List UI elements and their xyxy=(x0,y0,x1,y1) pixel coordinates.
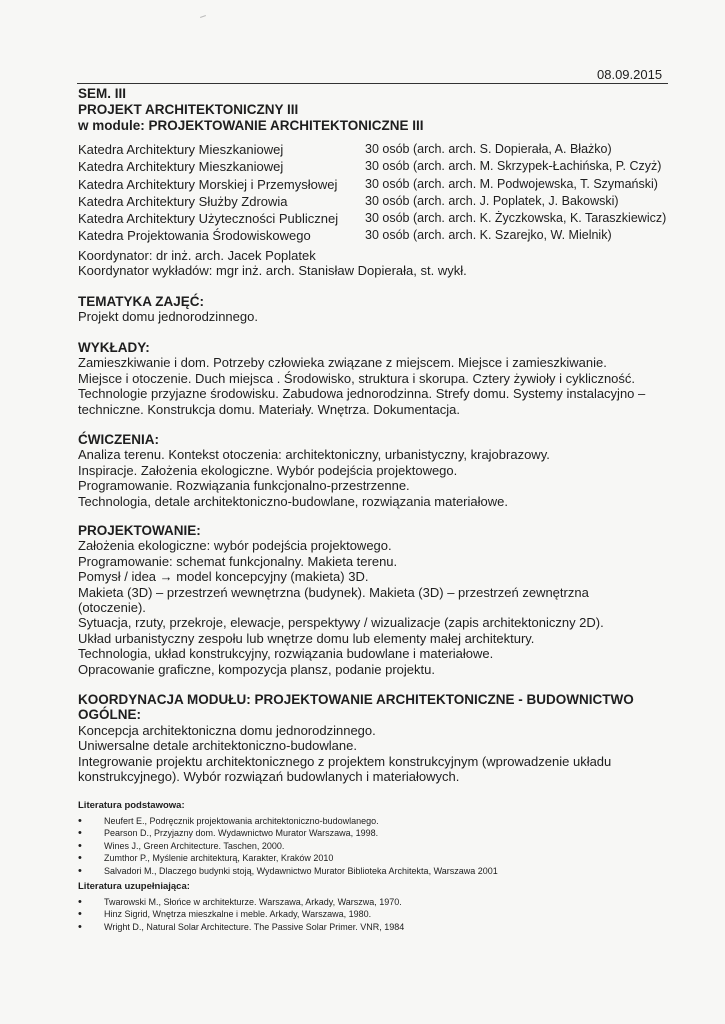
coordination-heading: KOORDYNACJA MODUŁU: PROJEKTOWANIE ARCHITEKTONICZNE - BUDOWNICTWO xyxy=(78,692,634,707)
design-line: Makieta (3D) – przestrzeń wewnętrzna (budynek). Makieta (3D) – przestrzeń zewnętrzna xyxy=(78,584,589,600)
design-line: Opracowanie graficzne, kompozycja plansz, podanie projektu. xyxy=(78,661,435,677)
basic-literature-list xyxy=(78,815,498,878)
coordinator-line: Koordynator: dr inż. arch. Jacek Poplatek xyxy=(78,248,316,263)
design-line: Programowanie: schemat funkcjonalny. Makieta terenu. xyxy=(78,553,398,569)
exercises-section xyxy=(78,432,550,509)
department-name: Katedra Architektury Mieszkaniowej xyxy=(78,159,284,175)
department-row xyxy=(78,227,666,244)
supplementary-literature-list xyxy=(78,896,404,934)
exercises-line: Programowanie. Rozwiązania funkcjonalno-przestrzenne. xyxy=(78,478,410,494)
department-row xyxy=(78,141,666,158)
literature-item: • Twarowski M., Słońce w architekturze. Warszawa, Arkady, Warszwa, 1970. xyxy=(78,896,404,909)
department-row xyxy=(78,193,666,210)
document-date: 08.09.2015 xyxy=(597,67,663,82)
coordination-line: Koncepcja architektoniczna domu jednorodzinnego. xyxy=(78,722,376,738)
department-staff: 30 osób (arch. arch. K. Życzkowska, K. Taraszkiewicz) xyxy=(365,211,667,226)
design-heading: PROJEKTOWANIE: xyxy=(78,523,201,538)
literature-item: • Hinz Sigrid, Wnętrza mieszkalne i meble. Arkady, Warszawa, 1980. xyxy=(78,908,404,921)
basic-literature xyxy=(78,800,498,877)
design-section xyxy=(78,523,604,677)
design-line: Założenia ekologiczne: wybór podejścia projektowego. xyxy=(78,538,392,554)
literature-item: • Pearson D., Przyjazny dom. Wydawnictwo Murator Warszawa, 1998. xyxy=(78,827,498,840)
course-title: PROJEKT ARCHITEKTONICZNY III xyxy=(78,102,299,117)
literature-item: • Zumthor P., Myślenie architekturą, Karakter, Kraków 2010 xyxy=(78,852,498,865)
coordinators-section xyxy=(78,248,467,279)
design-line: Sytuacja, rzuty, przekroje, elewacje, perspektywy / wizualizacje (zapis architektoniczny 2D). xyxy=(78,615,604,631)
coordination-heading-cont: OGÓLNE: xyxy=(78,707,141,723)
department-name: Katedra Projektowania Środowiskowego xyxy=(78,228,311,244)
literature-item: • Neufert E., Podręcznik projektowania architektoniczno-budowlanego. xyxy=(78,815,498,828)
exercises-line: Analiza terenu. Kontekst otoczenia: architektoniczny, urbanistyczny, krajobrazowy. xyxy=(78,447,550,463)
department-name: Katedra Architektury Służby Zdrowia xyxy=(78,193,288,209)
coordination-section xyxy=(78,692,634,784)
header-rule xyxy=(77,83,668,84)
department-row xyxy=(78,158,666,175)
literature-item: • Wines J., Green Architecture. Taschen, 2000. xyxy=(78,840,498,853)
lectures-line: Miejsce i otoczenie. Duch miejsca . Środowisko, struktura i skorupa. Cztery żywioły i cykliczność. xyxy=(78,370,636,386)
department-list xyxy=(78,141,666,245)
department-row xyxy=(78,176,666,193)
department-name: Katedra Architektury Użyteczności Publicznej xyxy=(78,211,339,227)
exercises-line: Technologia, detale architektoniczno-budowlane, rozwiązania materiałowe. xyxy=(78,493,508,509)
department-row xyxy=(78,210,666,227)
lectures-section xyxy=(78,340,645,417)
document-header xyxy=(78,86,424,134)
department-staff: 30 osób (arch. arch. M. Podwojewska, T. Szymański) xyxy=(365,176,658,191)
topics-section xyxy=(78,294,258,325)
topics-line: Projekt domu jednorodzinnego. xyxy=(78,309,258,325)
topics-heading: TEMATYKA ZAJĘĆ: xyxy=(78,294,204,309)
design-line: Układ urbanistyczny zespołu lub wnętrze domu lub elementy małej architektury. xyxy=(78,630,535,646)
literature-item: • Salvadori M., Dlaczego budynki stoją, Wydawnictwo Murator Biblioteka Architekta, Warszawa 2001 xyxy=(78,865,498,878)
lectures-line: Zamieszkiwanie i dom. Potrzeby człowieka związane z miejscem. Miejsce i zamieszkiwanie. xyxy=(78,355,607,371)
literature-item: • Wright D., Natural Solar Architecture. The Passive Solar Primer. VNR, 1984 xyxy=(78,921,404,934)
department-name: Katedra Architektury Mieszkaniowej xyxy=(78,142,284,157)
lecture-coordinator-line: Koordynator wykładów: mgr inż. arch. Stanisław Dopierała, st. wykł. xyxy=(78,263,467,279)
supplementary-literature xyxy=(78,881,404,933)
design-line: (otoczenie). xyxy=(78,600,146,616)
module-title: w module: PROJEKTOWANIE ARCHITEKTONICZNE III xyxy=(78,118,424,133)
scan-mark xyxy=(200,15,206,18)
design-line: Pomysł / idea → model koncepcyjny (makieta) 3D. xyxy=(78,569,369,585)
design-line: Technologia, układ konstrukcyjny, rozwiązania budowlane i materiałowe. xyxy=(78,646,494,662)
coordination-line: konstrukcyjnego). Wybór rozwiązań budowlanych i materiałowych. xyxy=(78,769,460,785)
department-staff: 30 osób (arch. arch. M. Skrzypek-Łachińska, P. Czyż) xyxy=(365,159,662,174)
department-staff: 30 osób (arch. arch. S. Dopierała, A. Błażko) xyxy=(365,142,612,156)
department-staff: 30 osób (arch. arch. J. Poplatek, J. Bakowski) xyxy=(365,193,619,208)
lectures-line: Technologie przyjazne środowisku. Zabudowa jednorodzinna. Strefy domu. Systemy instalacyjno – xyxy=(78,386,646,402)
supplementary-literature-heading: Literatura uzupełniająca: xyxy=(78,881,190,892)
basic-literature-heading: Literatura podstawowa: xyxy=(78,800,185,811)
department-staff: 30 osób (arch. arch. K. Szarejko, W. Mielnik) xyxy=(365,228,612,243)
department-name: Katedra Architektury Morskiej i Przemysłowej xyxy=(78,176,338,192)
exercises-line: Inspiracje. Założenia ekologiczne. Wybór podejścia projektowego. xyxy=(78,462,458,478)
semester-label: SEM. III xyxy=(78,86,127,101)
coordination-line: Integrowanie projektu architektonicznego z projektem konstrukcyjnym (wprowadzenie układu xyxy=(78,753,612,769)
lectures-line: techniczne. Konstrukcja domu. Materiały. Wnętrza. Dokumentacja. xyxy=(78,401,460,417)
exercises-heading: ĆWICZENIA: xyxy=(78,432,159,447)
lectures-heading: WYKŁADY: xyxy=(78,340,150,355)
coordination-line: Uniwersalne detale architektoniczno-budowlane. xyxy=(78,738,357,754)
